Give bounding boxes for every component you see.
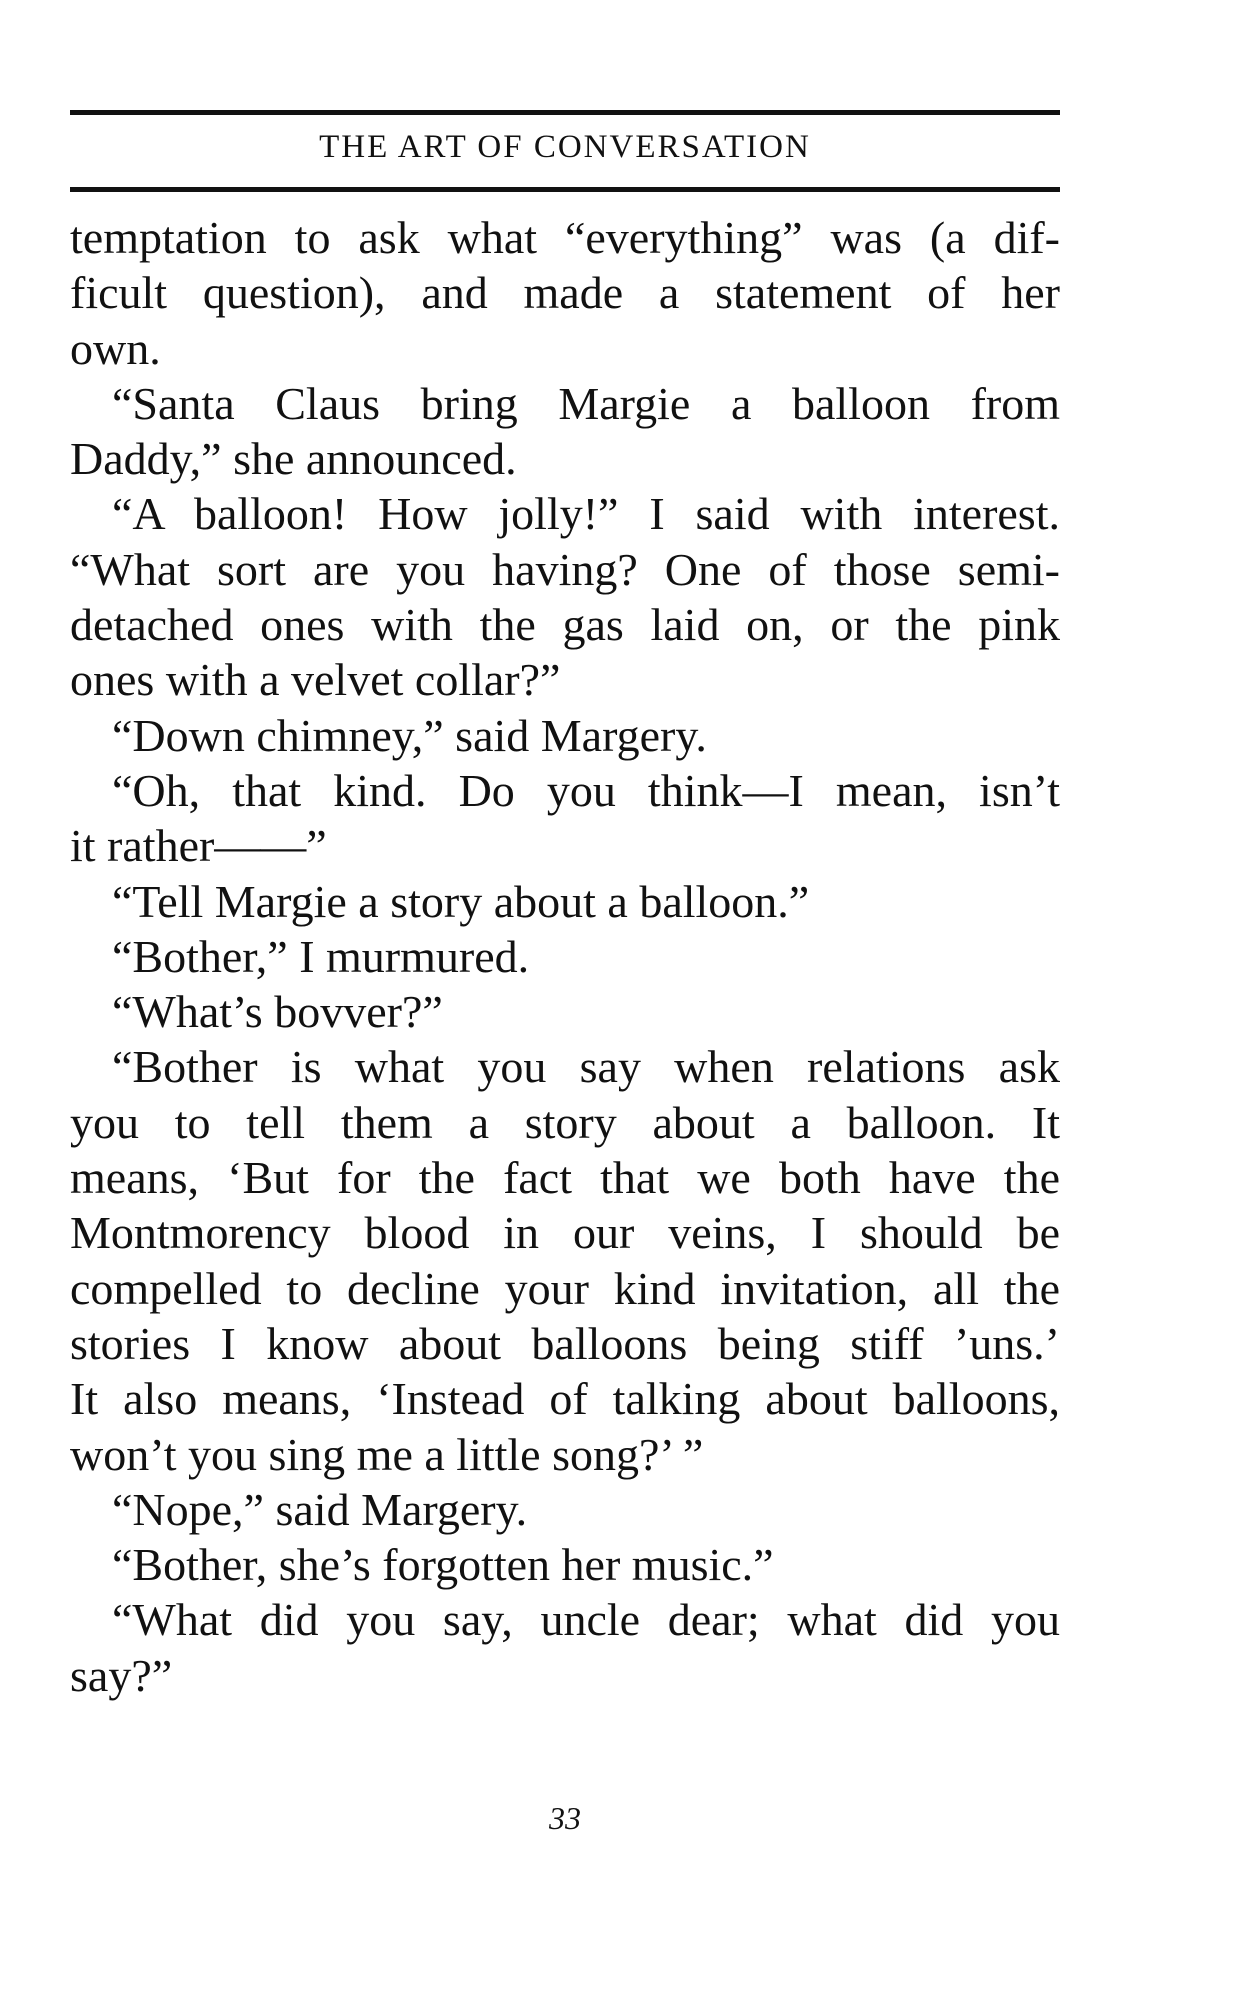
text-line: own. bbox=[70, 322, 161, 374]
text-line: ones with a velvet collar?” bbox=[70, 654, 561, 706]
text-line: “Bother, she’s forgotten her music.” bbox=[112, 1539, 774, 1591]
text-line: Daddy,” she announced. bbox=[70, 433, 517, 485]
text-line: It also means, ‘Instead of talking about balloons, bbox=[70, 1373, 1060, 1425]
text-line: “What sort are you having? One of those semi- bbox=[70, 543, 1060, 595]
text-line: ficult question), and made a statement of her bbox=[70, 267, 1060, 319]
text-line: it rather——” bbox=[70, 820, 327, 872]
text-line: won’t you sing me a little song?’ ” bbox=[70, 1428, 704, 1480]
header-rule-bottom bbox=[70, 187, 1060, 192]
text-line: Montmorency blood in our veins, I should be bbox=[70, 1207, 1060, 1259]
text-line: “What’s bovver?” bbox=[112, 986, 443, 1038]
body-text bbox=[70, 210, 1060, 1703]
text-line: detached ones with the gas laid on, or the pink bbox=[70, 599, 1060, 651]
page-number: 33 bbox=[549, 1800, 581, 1836]
text-line: “Bother,” I murmured. bbox=[112, 930, 530, 982]
text-line: “Nope,” said Margery. bbox=[112, 1483, 528, 1535]
running-head: THE ART OF CONVERSATION bbox=[319, 129, 811, 165]
text-line: “What did you say, uncle dear; what did you bbox=[112, 1594, 1060, 1646]
header-rule-top bbox=[70, 110, 1060, 115]
text-line: compelled to decline your kind invitation, all the bbox=[70, 1262, 1060, 1314]
text-line: “Bother is what you say when relations ask bbox=[112, 1041, 1060, 1093]
text-line: means, ‘But for the fact that we both have the bbox=[70, 1152, 1060, 1204]
text-line: “Down chimney,” said Margery. bbox=[112, 709, 707, 761]
text-line: “Santa Claus bring Margie a balloon from bbox=[112, 377, 1060, 429]
text-line: stories I know about balloons being stiff ’uns.’ bbox=[70, 1317, 1060, 1369]
text-line: “Tell Margie a story about a balloon.” bbox=[112, 875, 810, 927]
text-line: you to tell them a story about a balloon. It bbox=[70, 1096, 1060, 1148]
text-line: “A balloon! How jolly!” I said with interest. bbox=[112, 488, 1060, 540]
text-line: temptation to ask what “everything” was (a dif- bbox=[70, 212, 1060, 263]
text-line: “Oh, that kind. Do you think—I mean, isn’t bbox=[112, 764, 1060, 816]
text-line: say?” bbox=[70, 1649, 173, 1701]
